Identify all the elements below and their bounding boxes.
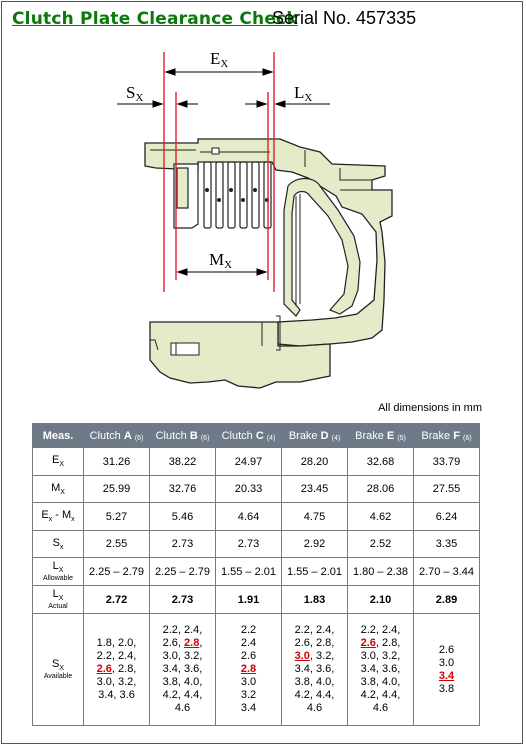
table-cell: 3.35 — [414, 531, 480, 558]
shim-value-text: 3.4, 3.6 — [98, 689, 135, 701]
available-shim-line — [151, 650, 214, 663]
table-cell: 28.06 — [348, 476, 414, 503]
available-shim-line — [151, 702, 214, 715]
table-cell: 2.89 — [414, 586, 480, 614]
available-shim-line — [151, 689, 214, 702]
shim-value-text: , 3.2, — [309, 650, 335, 662]
table-cell: 4.64 — [216, 503, 282, 531]
available-shim-line — [217, 663, 280, 676]
table-cell: 4.75 — [282, 503, 348, 531]
shim-value-text: 3.0, 3.2, — [360, 650, 401, 662]
available-shim-line — [283, 663, 346, 676]
available-shim-line — [85, 676, 148, 689]
available-shim-line — [349, 689, 412, 702]
available-shim-line — [415, 683, 478, 696]
table-cell: 5.27 — [84, 503, 150, 531]
shim-value-text: , 2.8, — [111, 663, 137, 675]
table-cell: 1.83 — [282, 586, 348, 614]
available-shim-line — [349, 624, 412, 637]
available-shim-line — [85, 650, 148, 663]
row-label-sx-available: $S_X$ Available — [33, 614, 84, 726]
available-shim-line — [217, 637, 280, 650]
lx-label: LX — [294, 83, 313, 104]
table-cell: 38.22 — [150, 448, 216, 476]
table-cell: 1.91 — [216, 586, 282, 614]
available-shim-line — [349, 650, 412, 663]
shim-value-text: 4.6 — [306, 702, 323, 714]
shim-value-text: 2.6, — [162, 637, 185, 649]
table-cell: 33.79 — [414, 448, 480, 476]
table-cell: 25.99 — [84, 476, 150, 503]
table-cell: 32.68 — [348, 448, 414, 476]
available-shims-cell — [216, 614, 282, 726]
available-shim-line — [349, 663, 412, 676]
table-cell: 2.10 — [348, 586, 414, 614]
clutch-plates — [174, 162, 271, 228]
row-label-sx: $S_x$ — [33, 531, 84, 558]
col-header-clutch-b: Clutch B $^{(6)}$ — [150, 424, 216, 448]
table-cell: 2.52 — [348, 531, 414, 558]
available-shim-line — [415, 644, 478, 657]
available-shim-line — [349, 702, 412, 715]
mx-label: MX — [209, 250, 233, 271]
shim-value-text: , 2.8, — [375, 637, 401, 649]
shim-value-text: 2.2, 2.4, — [294, 624, 335, 636]
shim-value-text: 3.8, 4.0, — [294, 676, 335, 688]
table-cell: 24.97 — [216, 448, 282, 476]
shim-value-text: 2.2 — [240, 624, 257, 636]
sx-label: SX — [126, 83, 144, 104]
table-cell: 2.73 — [150, 586, 216, 614]
available-shim-line — [283, 702, 346, 715]
row-label-ex-minus-mx: $E_x - M_x$ — [33, 503, 84, 531]
plate — [216, 162, 223, 228]
shim-value-text: 3.2 — [240, 689, 257, 701]
plate — [228, 162, 235, 228]
col-header-brake-f: Brake F $^{(6)}$ — [414, 424, 480, 448]
shim-value-text: 3.0 — [240, 676, 257, 688]
shim-value-text: 4.6 — [372, 702, 389, 714]
available-shim-line — [283, 624, 346, 637]
table-cell: 2.70 – 3.44 — [414, 558, 480, 586]
plate — [204, 162, 211, 228]
shim-value-text: 3.0, 3.2, — [162, 650, 203, 662]
shim-value-text: 2.2, 2.4, — [162, 624, 203, 636]
selected-shim-value: 2.6 — [96, 663, 112, 675]
available-shim-line — [415, 657, 478, 670]
available-shim-line — [217, 676, 280, 689]
table-row — [33, 448, 480, 476]
col-header-meas: Meas. — [33, 424, 84, 448]
table-row — [33, 586, 480, 614]
available-shim-line — [151, 624, 214, 637]
shim-value-text: 3.4, 3.6, — [162, 663, 203, 675]
row-label-mx: $M_X$ — [33, 476, 84, 503]
shim-value-text: 3.0, 3.2, — [96, 676, 137, 688]
return-spring — [296, 194, 300, 306]
selected-shim-value: 3.0 — [294, 650, 310, 662]
shim-value-text: 3.8, 4.0, — [360, 676, 401, 688]
shim-value-text: 2.6 — [438, 643, 455, 656]
ex-label: EX — [210, 49, 229, 70]
shim-value-text: 2.2, 2.4, — [96, 650, 137, 662]
table-cell: 31.26 — [84, 448, 150, 476]
table-row — [33, 531, 480, 558]
selected-shim-value: 2.6 — [360, 637, 376, 649]
row-label-lx-actual: $L_X$ Actual — [33, 586, 84, 614]
clutch-cross-section-diagram — [0, 38, 526, 398]
col-header-clutch-c: Clutch C $^{(4)}$ — [216, 424, 282, 448]
row-label-ex: $E_X$ — [33, 448, 84, 476]
selected-shim-value: 2.8 — [240, 663, 257, 675]
shim-value-text: 4.2, 4.4, — [294, 689, 335, 701]
shim-value-text: , — [199, 637, 203, 649]
shim-value-text: 2.6, 2.8, — [294, 637, 335, 649]
table-cell: 20.33 — [216, 476, 282, 503]
col-header-clutch-a: Clutch A $^{(6)}$ — [84, 424, 150, 448]
table-cell: 28.20 — [282, 448, 348, 476]
selected-shim-value: 3.4 — [438, 669, 455, 682]
shim-value-text: 3.8 — [438, 682, 455, 695]
table-row — [33, 558, 480, 586]
table-cell: 4.62 — [348, 503, 414, 531]
table-cell: 27.55 — [414, 476, 480, 503]
shim-value-text: 2.6 — [240, 650, 257, 662]
shim-value-text: 3.4, 3.6, — [294, 663, 335, 675]
col-header-brake-e: Brake E $^{(5)}$ — [348, 424, 414, 448]
table-cell: 5.46 — [150, 503, 216, 531]
table-cell: 1.55 – 2.01 — [216, 558, 282, 586]
available-shim-line — [415, 670, 478, 683]
selected-shim-value: 2.8 — [184, 637, 200, 649]
available-shim-line — [283, 650, 346, 663]
plate — [252, 162, 259, 228]
available-shims-cell — [348, 614, 414, 726]
available-shims-cell — [282, 614, 348, 726]
available-shim-line — [217, 624, 280, 637]
table-cell: 6.24 — [414, 503, 480, 531]
shim-value-text: 2.4 — [240, 637, 257, 649]
available-shim-line — [349, 676, 412, 689]
clearance-table — [32, 423, 480, 726]
table-cell: 2.73 — [216, 531, 282, 558]
table-row — [33, 476, 480, 503]
available-shims-cell — [84, 614, 150, 726]
table-cell: 1.55 – 2.01 — [282, 558, 348, 586]
shim-value-text: 4.2, 4.4, — [162, 689, 203, 701]
available-shim-line — [283, 689, 346, 702]
table-cell: 2.55 — [84, 531, 150, 558]
available-shim-line — [283, 637, 346, 650]
shim-value-text: 3.8, 4.0, — [162, 676, 203, 688]
col-header-brake-d: Brake D $^{(4)}$ — [282, 424, 348, 448]
table-cell: 32.76 — [150, 476, 216, 503]
plate — [240, 162, 247, 228]
row-label-lx-allowable: $L_X$ Allowable — [33, 558, 84, 586]
table-header-row — [33, 424, 480, 448]
available-shim-line — [151, 676, 214, 689]
table-cell: 2.92 — [282, 531, 348, 558]
available-shim-line — [217, 689, 280, 702]
table-cell: 23.45 — [282, 476, 348, 503]
page-title: Clutch Plate Clearance Check — [12, 9, 298, 29]
available-shim-line — [283, 676, 346, 689]
dimensions-note: All dimensions in mm — [378, 402, 482, 414]
serial-number: Serial No. 457335 — [272, 8, 417, 28]
bottom-slot — [171, 343, 199, 355]
table-row — [33, 614, 480, 726]
available-shim-line — [85, 689, 148, 702]
table-cell: 2.73 — [150, 531, 216, 558]
available-shim-line — [217, 650, 280, 663]
shim-value-text: 1.8, 2.0, — [96, 637, 137, 649]
table-cell: 2.25 – 2.79 — [84, 558, 150, 586]
shim-value-text: 3.0 — [438, 656, 455, 669]
shim-value-text: 3.4, 3.6, — [360, 663, 401, 675]
available-shim-line — [85, 663, 148, 676]
available-shim-line — [151, 663, 214, 676]
shim-value-text: 2.2, 2.4, — [360, 624, 401, 636]
table-cell: 2.72 — [84, 586, 150, 614]
shim-value-text: 4.2, 4.4, — [360, 689, 401, 701]
available-shim-line — [85, 637, 148, 650]
table-cell: 1.80 – 2.38 — [348, 558, 414, 586]
table-cell: 2.25 – 2.79 — [150, 558, 216, 586]
available-shims-cell — [414, 614, 480, 726]
shim-value-text: 3.4 — [240, 702, 257, 714]
available-shim-line — [151, 637, 214, 650]
available-shims-cell — [150, 614, 216, 726]
shim-value-text: 4.6 — [174, 702, 191, 714]
table-row — [33, 503, 480, 531]
available-shim-line — [349, 637, 412, 650]
available-shim-line — [217, 702, 280, 715]
